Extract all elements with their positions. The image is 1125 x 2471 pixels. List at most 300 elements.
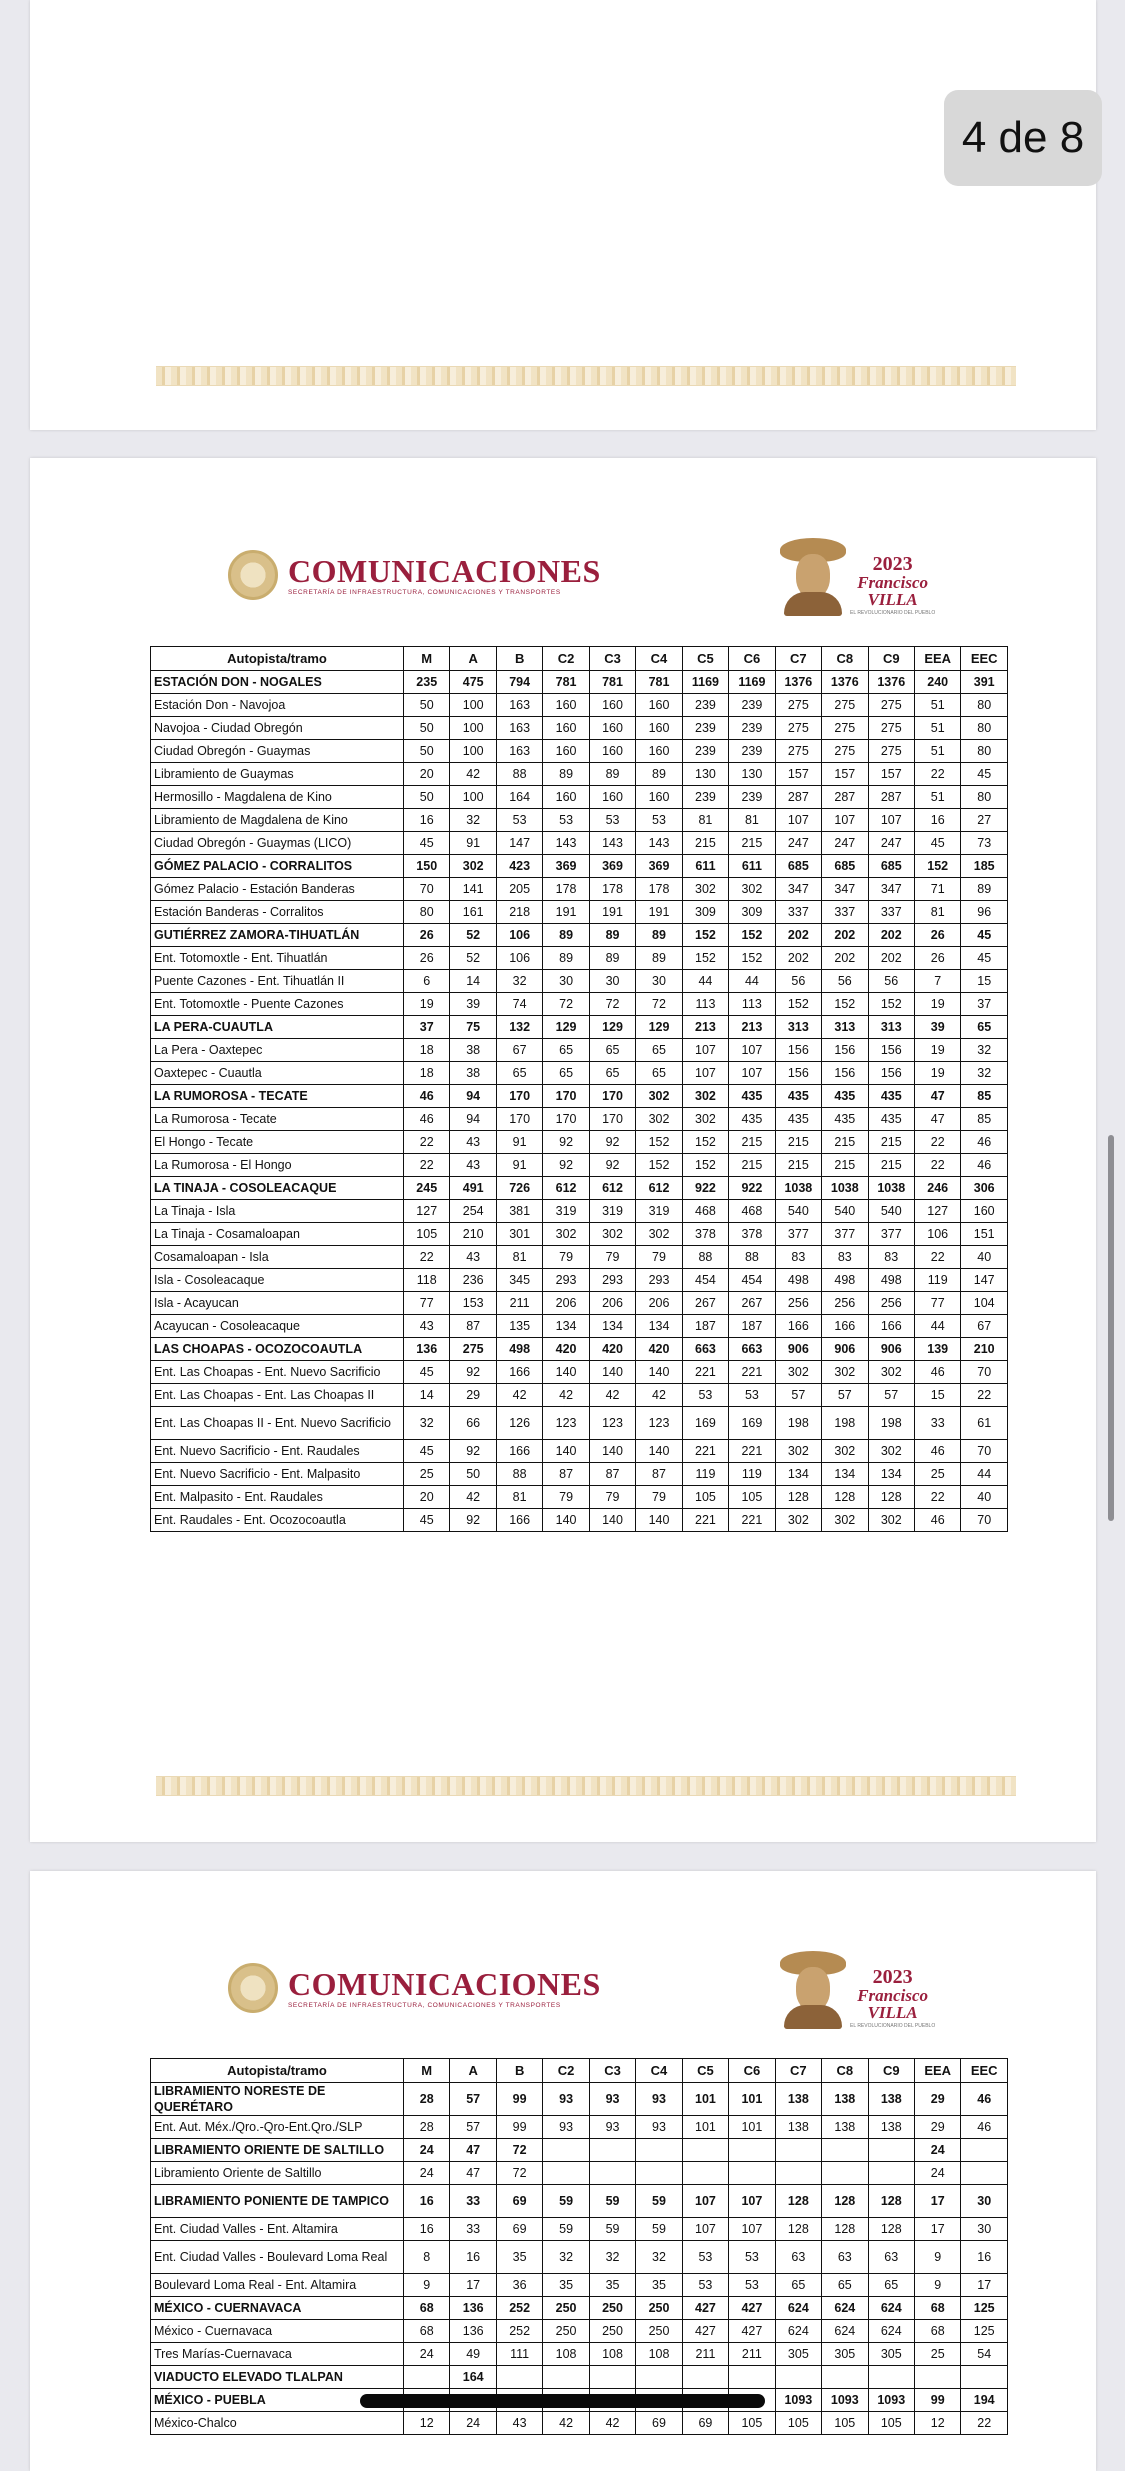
toll-cell: 202 [822, 947, 868, 970]
toll-cell: 160 [543, 694, 589, 717]
toll-cell: 160 [589, 717, 635, 740]
logo-subtitle: SECRETARÍA DE INFRAESTRUCTURA, COMUNICACIONES Y TRANSPORTES [288, 588, 561, 596]
toll-cell: 46 [961, 1154, 1008, 1177]
toll-cell: 152 [729, 924, 775, 947]
toll-cell: 105 [682, 1486, 728, 1509]
toll-cell: 347 [822, 878, 868, 901]
toll-cell: 92 [589, 1154, 635, 1177]
toll-cell: 119 [729, 1463, 775, 1486]
table-row [151, 763, 1008, 786]
toll-cell: 107 [729, 2218, 775, 2241]
toll-cell [682, 2162, 728, 2185]
toll-cell: 127 [404, 1200, 450, 1223]
toll-cell: 381 [496, 1200, 542, 1223]
toll-cell: 32 [636, 2241, 682, 2274]
toll-cell: 127 [914, 1200, 960, 1223]
toll-cell [589, 2366, 635, 2389]
column-header-class: C2 [543, 647, 589, 671]
page-footer-band [156, 1776, 1016, 1796]
route-cell: Navojoa - Ciudad Obregón [151, 717, 404, 740]
toll-cell: 24 [404, 2343, 450, 2366]
toll-cell: 160 [636, 740, 682, 763]
toll-cell: 33 [450, 2185, 496, 2218]
toll-cell [822, 2366, 868, 2389]
toll-cell: 79 [543, 1486, 589, 1509]
toll-cell: 134 [589, 1315, 635, 1338]
route-cell: ESTACIÓN DON - NOGALES [151, 671, 404, 694]
table-row [151, 1486, 1008, 1509]
toll-cell: 17 [914, 2185, 960, 2218]
toll-cell: 45 [404, 1361, 450, 1384]
toll-cell: 28 [404, 2116, 450, 2139]
toll-cell: 210 [450, 1223, 496, 1246]
toll-cell: 1038 [868, 1177, 914, 1200]
toll-cell: 160 [589, 694, 635, 717]
toll-cell: 202 [775, 924, 821, 947]
toll-cell: 211 [682, 2343, 728, 2366]
toll-cell: 215 [868, 1131, 914, 1154]
toll-cell: 53 [682, 1384, 728, 1407]
route-cell: Boulevard Loma Real - Ent. Altamira [151, 2274, 404, 2297]
toll-cell: 170 [543, 1085, 589, 1108]
table-row [151, 878, 1008, 901]
toll-cell: 32 [961, 1039, 1008, 1062]
toll-cell: 35 [496, 2241, 542, 2274]
toll-cell: 26 [914, 947, 960, 970]
toll-cell: 612 [589, 1177, 635, 1200]
toll-cell: 69 [682, 2412, 728, 2435]
toll-cell: 128 [822, 2218, 868, 2241]
toll-cell: 56 [822, 970, 868, 993]
scrollbar-thumb[interactable] [1108, 1135, 1114, 1521]
toll-cell: 93 [636, 2083, 682, 2116]
table-row [151, 970, 1008, 993]
toll-cell: 187 [729, 1315, 775, 1338]
toll-cell: 9 [914, 2274, 960, 2297]
toll-cell: 147 [961, 1269, 1008, 1292]
toll-cell: 498 [822, 1269, 868, 1292]
toll-cell: 302 [682, 1085, 728, 1108]
toll-cell: 85 [961, 1085, 1008, 1108]
toll-cell: 161 [450, 901, 496, 924]
toll-cell: 140 [589, 1440, 635, 1463]
toll-cell: 156 [775, 1062, 821, 1085]
toll-cell: 39 [450, 993, 496, 1016]
toll-cell: 89 [543, 763, 589, 786]
toll-cell: 89 [636, 947, 682, 970]
toll-cell: 624 [822, 2320, 868, 2343]
toll-cell: 72 [496, 2162, 542, 2185]
toll-cell: 1376 [868, 671, 914, 694]
toll-cell: 491 [450, 1177, 496, 1200]
toll-cell: 169 [729, 1407, 775, 1440]
toll-cell: 16 [404, 809, 450, 832]
mexico-seal-icon [228, 1963, 278, 2013]
toll-cell: 152 [868, 993, 914, 1016]
table-row [151, 1463, 1008, 1486]
toll-cell: 47 [450, 2162, 496, 2185]
toll-cell: 239 [729, 786, 775, 809]
toll-cell: 140 [543, 1361, 589, 1384]
toll-cell: 302 [636, 1223, 682, 1246]
toll-cell: 150 [404, 855, 450, 878]
toll-cell: 128 [822, 1486, 868, 1509]
table-row [151, 1509, 1008, 1532]
toll-cell: 65 [589, 1039, 635, 1062]
table-row-highway [151, 1016, 1008, 1039]
comunicaciones-logo [228, 550, 601, 600]
toll-cell: 498 [775, 1269, 821, 1292]
toll-cell [543, 2366, 589, 2389]
toll-cell: 130 [682, 763, 728, 786]
toll-cell: 67 [961, 1315, 1008, 1338]
toll-cell: 157 [775, 763, 821, 786]
toll-cell: 247 [868, 832, 914, 855]
toll-cell: 43 [450, 1154, 496, 1177]
toll-cell [682, 2139, 728, 2162]
toll-cell: 138 [822, 2116, 868, 2139]
toll-cell: 43 [450, 1246, 496, 1269]
toll-cell: 36 [496, 2274, 542, 2297]
toll-cell: 96 [961, 901, 1008, 924]
route-cell: Ent. Las Choapas - Ent. Las Choapas II [151, 1384, 404, 1407]
toll-cell: 43 [496, 2412, 542, 2435]
toll-cell: 128 [775, 2185, 821, 2218]
toll-cell: 123 [636, 1407, 682, 1440]
toll-cell: 22 [404, 1154, 450, 1177]
toll-cell: 166 [496, 1440, 542, 1463]
toll-cell: 202 [822, 924, 868, 947]
toll-cell: 65 [961, 1016, 1008, 1039]
toll-cell: 378 [682, 1223, 728, 1246]
toll-cell: 22 [404, 1131, 450, 1154]
toll-cell: 130 [729, 763, 775, 786]
toll-cell: 12 [404, 2412, 450, 2435]
toll-cell: 63 [775, 2241, 821, 2274]
table-row [151, 2218, 1008, 2241]
toll-cell: 166 [496, 1361, 542, 1384]
toll-cell: 80 [961, 740, 1008, 763]
toll-cell: 302 [868, 1440, 914, 1463]
toll-cell: 14 [404, 1384, 450, 1407]
toll-cell: 611 [729, 855, 775, 878]
toll-cell: 906 [868, 1338, 914, 1361]
toll-cell: 170 [496, 1108, 542, 1131]
toll-cell: 540 [775, 1200, 821, 1223]
route-cell: Libramiento de Guaymas [151, 763, 404, 786]
toll-cell: 136 [450, 2297, 496, 2320]
toll-cell: 166 [868, 1315, 914, 1338]
toll-cell: 46 [961, 2116, 1008, 2139]
toll-cell: 391 [961, 671, 1008, 694]
toll-cell: 685 [868, 855, 914, 878]
toll-cell [868, 2162, 914, 2185]
toll-cell: 198 [868, 1407, 914, 1440]
toll-cell: 136 [450, 2320, 496, 2343]
toll-cell: 166 [496, 1509, 542, 1532]
toll-cell: 151 [961, 1223, 1008, 1246]
route-cell: Estación Don - Navojoa [151, 694, 404, 717]
toll-cell: 215 [729, 1131, 775, 1154]
toll-cell: 377 [775, 1223, 821, 1246]
toll-cell: 29 [914, 2083, 960, 2116]
toll-cell: 8 [404, 2241, 450, 2274]
logo-title: COMUNICACIONES [288, 1965, 601, 2002]
toll-cell: 191 [543, 901, 589, 924]
toll-cell: 125 [961, 2297, 1008, 2320]
column-header-route: Autopista/tramo [151, 2059, 404, 2083]
column-header-class: C9 [868, 2059, 914, 2083]
toll-cell: 50 [404, 694, 450, 717]
toll-cell: 302 [450, 855, 496, 878]
toll-table [150, 646, 1008, 1532]
toll-cell: 39 [914, 1016, 960, 1039]
toll-cell: 29 [450, 1384, 496, 1407]
toll-cell: 22 [914, 1486, 960, 1509]
toll-cell: 69 [496, 2185, 542, 2218]
toll-cell: 215 [868, 1154, 914, 1177]
toll-cell: 454 [729, 1269, 775, 1292]
toll-cell: 92 [450, 1440, 496, 1463]
toll-cell: 105 [729, 2412, 775, 2435]
francisco-villa-logo [778, 1951, 935, 2029]
toll-cell: 221 [729, 1361, 775, 1384]
toll-cell: 68 [914, 2297, 960, 2320]
toll-cell: 134 [822, 1463, 868, 1486]
toll-cell: 70 [961, 1440, 1008, 1463]
toll-cell: 250 [543, 2297, 589, 2320]
table-row [151, 2116, 1008, 2139]
toll-cell: 99 [496, 2083, 542, 2116]
route-cell: LIBRAMIENTO PONIENTE DE TAMPICO [151, 2185, 404, 2218]
toll-cell: 143 [543, 832, 589, 855]
table-header-row [151, 647, 1008, 671]
toll-cell: 118 [404, 1269, 450, 1292]
toll-cell: 53 [729, 2274, 775, 2297]
toll-cell: 138 [775, 2083, 821, 2116]
toll-cell: 79 [589, 1246, 635, 1269]
toll-cell: 66 [450, 1407, 496, 1440]
toll-cell: 612 [636, 1177, 682, 1200]
toll-cell: 45 [404, 1440, 450, 1463]
toll-cell: 309 [729, 901, 775, 924]
table-row [151, 740, 1008, 763]
route-cell: México - Cuernavaca [151, 2320, 404, 2343]
table-row-highway [151, 2083, 1008, 2116]
toll-cell: 92 [543, 1131, 589, 1154]
toll-cell [961, 2366, 1008, 2389]
table-row [151, 1292, 1008, 1315]
toll-cell: 88 [729, 1246, 775, 1269]
toll-cell: 54 [961, 2343, 1008, 2366]
toll-cell: 369 [636, 855, 682, 878]
table-row-highway [151, 2185, 1008, 2218]
toll-cell: 72 [636, 993, 682, 1016]
toll-cell [589, 2162, 635, 2185]
toll-cell: 15 [914, 1384, 960, 1407]
toll-cell: 205 [496, 878, 542, 901]
toll-cell: 221 [729, 1440, 775, 1463]
toll-cell: 15 [961, 970, 1008, 993]
toll-cell: 107 [729, 2185, 775, 2218]
toll-cell: 113 [682, 993, 728, 1016]
toll-cell: 45 [914, 832, 960, 855]
column-header-class: EEA [914, 647, 960, 671]
table-row [151, 1200, 1008, 1223]
toll-cell: 92 [543, 1154, 589, 1177]
toll-cell: 35 [636, 2274, 682, 2297]
toll-cell [543, 2139, 589, 2162]
toll-cell: 132 [496, 1016, 542, 1039]
toll-cell: 191 [589, 901, 635, 924]
toll-cell: 781 [589, 671, 635, 694]
toll-cell: 319 [589, 1200, 635, 1223]
table-row [151, 2320, 1008, 2343]
toll-cell: 44 [914, 1315, 960, 1338]
table-row [151, 1154, 1008, 1177]
toll-cell: 53 [729, 2241, 775, 2274]
toll-cell: 100 [450, 717, 496, 740]
table-row [151, 786, 1008, 809]
toll-cell: 46 [961, 2083, 1008, 2116]
toll-cell: 18 [404, 1062, 450, 1085]
table-row [151, 1315, 1008, 1338]
toll-cell: 152 [682, 924, 728, 947]
toll-cell: 624 [868, 2297, 914, 2320]
francisco-villa-logo [778, 538, 935, 616]
toll-cell: 126 [496, 1407, 542, 1440]
toll-cell: 59 [636, 2185, 682, 2218]
toll-cell: 72 [496, 2139, 542, 2162]
toll-cell: 59 [543, 2218, 589, 2241]
toll-cell: 191 [636, 901, 682, 924]
toll-cell: 53 [589, 809, 635, 832]
toll-cell: 105 [775, 2412, 821, 2435]
toll-cell: 56 [775, 970, 821, 993]
toll-cell: 99 [496, 2116, 542, 2139]
column-header-class: B [496, 2059, 542, 2083]
toll-cell: 198 [775, 1407, 821, 1440]
toll-cell: 26 [404, 924, 450, 947]
toll-cell: 40 [961, 1486, 1008, 1509]
route-cell: La Rumorosa - El Hongo [151, 1154, 404, 1177]
toll-cell: 685 [775, 855, 821, 878]
toll-cell: 427 [682, 2320, 728, 2343]
toll-cell: 94 [450, 1085, 496, 1108]
home-indicator[interactable] [360, 2394, 765, 2408]
toll-cell [961, 2139, 1008, 2162]
toll-cell: 46 [404, 1085, 450, 1108]
toll-cell: 24 [450, 2412, 496, 2435]
toll-cell: 377 [822, 1223, 868, 1246]
toll-cell: 206 [636, 1292, 682, 1315]
toll-cell: 169 [682, 1407, 728, 1440]
toll-cell: 100 [450, 694, 496, 717]
toll-cell: 302 [682, 878, 728, 901]
route-cell: México-Chalco [151, 2412, 404, 2435]
toll-cell: 170 [589, 1108, 635, 1131]
route-cell: Acayucan - Cosoleacaque [151, 1315, 404, 1338]
toll-cell: 51 [914, 717, 960, 740]
toll-cell: 221 [682, 1509, 728, 1532]
toll-cell: 128 [868, 1486, 914, 1509]
toll-cell: 302 [589, 1223, 635, 1246]
toll-cell: 202 [868, 924, 914, 947]
toll-cell: 92 [450, 1361, 496, 1384]
toll-cell: 129 [636, 1016, 682, 1039]
route-cell: GUTIÉRREZ ZAMORA-TIHUATLÁN [151, 924, 404, 947]
toll-cell [729, 2162, 775, 2185]
toll-cell: 454 [682, 1269, 728, 1292]
toll-cell: 9 [914, 2241, 960, 2274]
toll-cell: 252 [496, 2320, 542, 2343]
toll-cell: 302 [822, 1361, 868, 1384]
toll-cell: 128 [822, 2185, 868, 2218]
route-cell: Ent. Las Choapas - Ent. Nuevo Sacrificio [151, 1361, 404, 1384]
toll-cell: 42 [450, 763, 496, 786]
toll-cell: 906 [775, 1338, 821, 1361]
toll-cell: 89 [589, 947, 635, 970]
toll-cell: 68 [404, 2320, 450, 2343]
toll-cell: 69 [636, 2412, 682, 2435]
toll-cell: 74 [496, 993, 542, 1016]
toll-cell: 134 [636, 1315, 682, 1338]
route-cell: La Rumorosa - Tecate [151, 1108, 404, 1131]
toll-cell: 275 [822, 740, 868, 763]
toll-cell: 468 [682, 1200, 728, 1223]
column-header-class: EEC [961, 647, 1008, 671]
toll-cell: 156 [868, 1039, 914, 1062]
toll-cell: 302 [682, 1108, 728, 1131]
toll-cell: 347 [775, 878, 821, 901]
toll-cell: 45 [961, 763, 1008, 786]
toll-cell: 25 [404, 1463, 450, 1486]
toll-cell: 65 [636, 1039, 682, 1062]
table-row-highway [151, 671, 1008, 694]
toll-cell: 71 [914, 878, 960, 901]
toll-cell [636, 2162, 682, 2185]
column-header-class: C3 [589, 2059, 635, 2083]
toll-cell: 163 [496, 717, 542, 740]
toll-cell: 17 [450, 2274, 496, 2297]
toll-cell: 20 [404, 763, 450, 786]
toll-cell: 42 [543, 2412, 589, 2435]
toll-cell: 1376 [822, 671, 868, 694]
table-row [151, 1223, 1008, 1246]
column-header-class: C7 [775, 2059, 821, 2083]
toll-cell: 140 [636, 1509, 682, 1532]
toll-cell: 240 [914, 671, 960, 694]
toll-cell: 1169 [729, 671, 775, 694]
toll-cell: 252 [496, 2297, 542, 2320]
toll-cell: 435 [729, 1085, 775, 1108]
toll-cell: 57 [450, 2116, 496, 2139]
toll-cell: 53 [496, 809, 542, 832]
toll-cell: 72 [543, 993, 589, 1016]
page-indicator: 4 de 8 [944, 90, 1102, 186]
toll-cell: 27 [961, 809, 1008, 832]
toll-cell: 88 [496, 763, 542, 786]
toll-cell: 138 [822, 2083, 868, 2116]
toll-cell: 32 [404, 1407, 450, 1440]
toll-cell: 378 [729, 1223, 775, 1246]
toll-cell: 435 [775, 1108, 821, 1131]
toll-cell: 88 [496, 1463, 542, 1486]
toll-cell: 79 [543, 1246, 589, 1269]
toll-cell: 19 [914, 993, 960, 1016]
toll-cell [682, 2366, 728, 2389]
toll-cell: 45 [404, 832, 450, 855]
